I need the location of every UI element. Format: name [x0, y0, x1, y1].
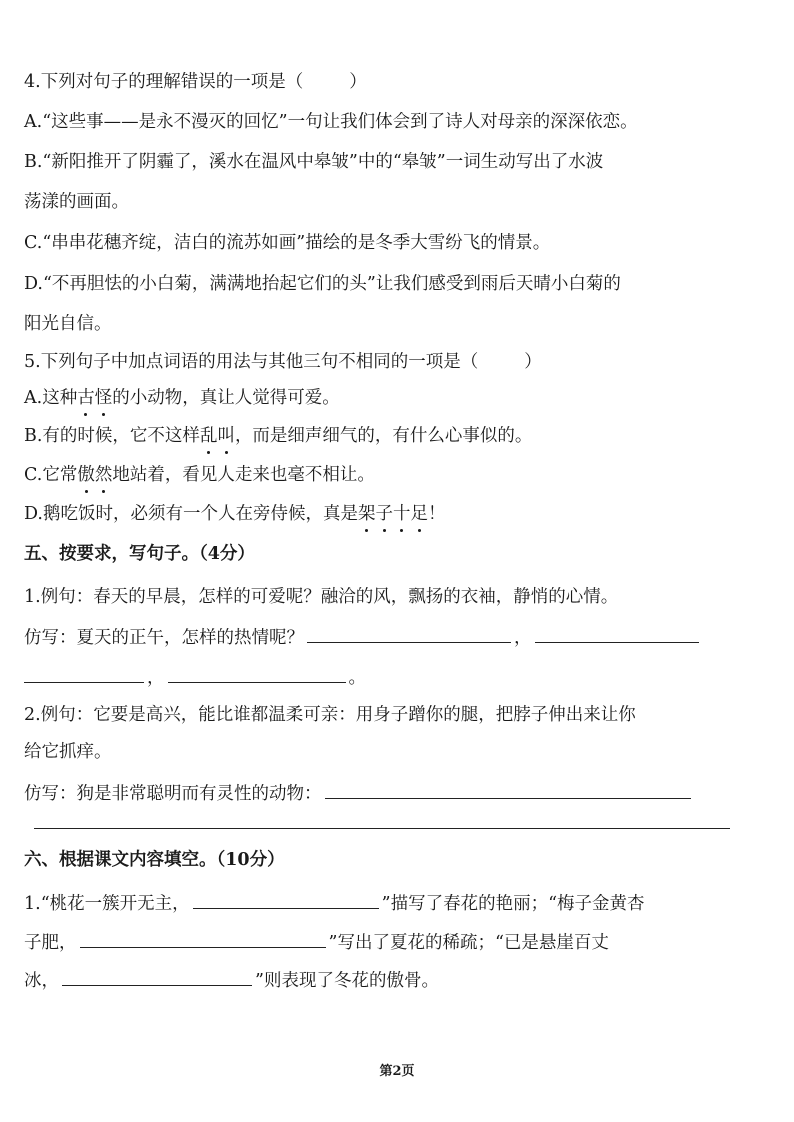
fill-blank[interactable] — [535, 624, 699, 643]
dotted-char: 架 — [357, 504, 376, 524]
q4-option-c: C.“串串花穗齐绽，洁白的流苏如画”描绘的是冬季大雪纷飞的情景。 — [24, 233, 551, 253]
s6-line-1: 1.“桃花一簇开无主， ”描写了春花的艳丽；“梅子金黄杏 — [24, 890, 764, 916]
q4-option-b-cont: 荡漾的画面。 — [24, 192, 129, 212]
q4-option-d-cont: 阳光自信。 — [24, 314, 112, 334]
s5-example-2: 2.例句：它要是高兴，能比谁都温柔可亲：用身子蹭你的腿，把脖子伸出来让你 — [24, 705, 636, 725]
dotted-char: 子 — [375, 504, 393, 524]
q5-option-a: A.这种古怪的小动物，真让人觉得可爱。 — [24, 388, 340, 408]
dotted-char: 然 — [94, 465, 113, 485]
dotted-char: 叫 — [217, 426, 235, 446]
fill-blank[interactable] — [168, 664, 346, 683]
dotted-char: 十 — [392, 504, 411, 524]
s6-line-3: 冰， ”则表现了冬花的傲骨。 — [24, 967, 764, 993]
dotted-char: 足 — [410, 504, 428, 524]
fill-blank[interactable] — [325, 780, 691, 799]
s5-imitate-1: 仿写：夏天的正午，怎样的热情呢？ ， — [24, 624, 764, 650]
q5-stem: 5.下列句子中加点词语的用法与其他三句不相同的一项是（ ） — [24, 352, 542, 372]
q4-option-d: D.“不再胆怯的小白菊，满满地抬起它们的头”让我们感受到雨后天晴小白菊的 — [24, 274, 621, 294]
section-6-title: 六、根据课文内容填空。（10分） — [24, 850, 285, 870]
dotted-char: 乱 — [199, 426, 218, 446]
q5-option-c: C.它常傲然地站着，看见人走来也毫不相让。 — [24, 465, 375, 485]
q4-option-b: B.“新阳推开了阴霾了，溪水在温风中皋皱”中的“皋皱”一词生动写出了水波 — [24, 152, 604, 172]
fill-blank[interactable] — [24, 664, 144, 683]
page-number: 第2页 — [379, 1064, 415, 1079]
dotted-char: 怪 — [94, 388, 113, 408]
fill-blank[interactable] — [193, 890, 379, 909]
q5-option-d: D.鹅吃饭时，必须有一个人在旁侍候，真是架子十足！ — [24, 504, 446, 524]
fill-blank[interactable] — [307, 624, 511, 643]
q4-option-a: A.“这些事——是永不漫灭的回忆”一句让我们体会到了诗人对母亲的深深依恋。 — [24, 112, 638, 132]
dotted-char: 傲 — [77, 465, 95, 485]
s5-imitate-2: 仿写：狗是非常聪明而有灵性的动物： — [24, 780, 764, 806]
s6-line-2: 子肥， ”写出了夏花的稀疏；“已是悬崖百丈 — [24, 929, 764, 955]
s5-example-2-cont: 给它抓痒。 — [24, 742, 112, 762]
fill-blank[interactable] — [80, 929, 326, 948]
dotted-char: 古 — [77, 388, 95, 408]
section-5-title: 五、按要求，写句子。（4分） — [24, 544, 255, 564]
answer-line[interactable] — [34, 828, 730, 829]
fill-blank[interactable] — [62, 967, 252, 986]
s5-example-1: 1.例句：春天的早晨，怎样的可爱呢？融洽的风，飘扬的衣袖，静悄的心情。 — [24, 587, 619, 607]
q5-option-b: B.有的时候，它不这样乱叫，而是细声细气的，有什么心事似的。 — [24, 426, 533, 446]
s5-imitate-1-cont: ， 。 — [24, 664, 764, 690]
q4-stem: 4.下列对句子的理解错误的一项是（ ） — [24, 72, 367, 92]
